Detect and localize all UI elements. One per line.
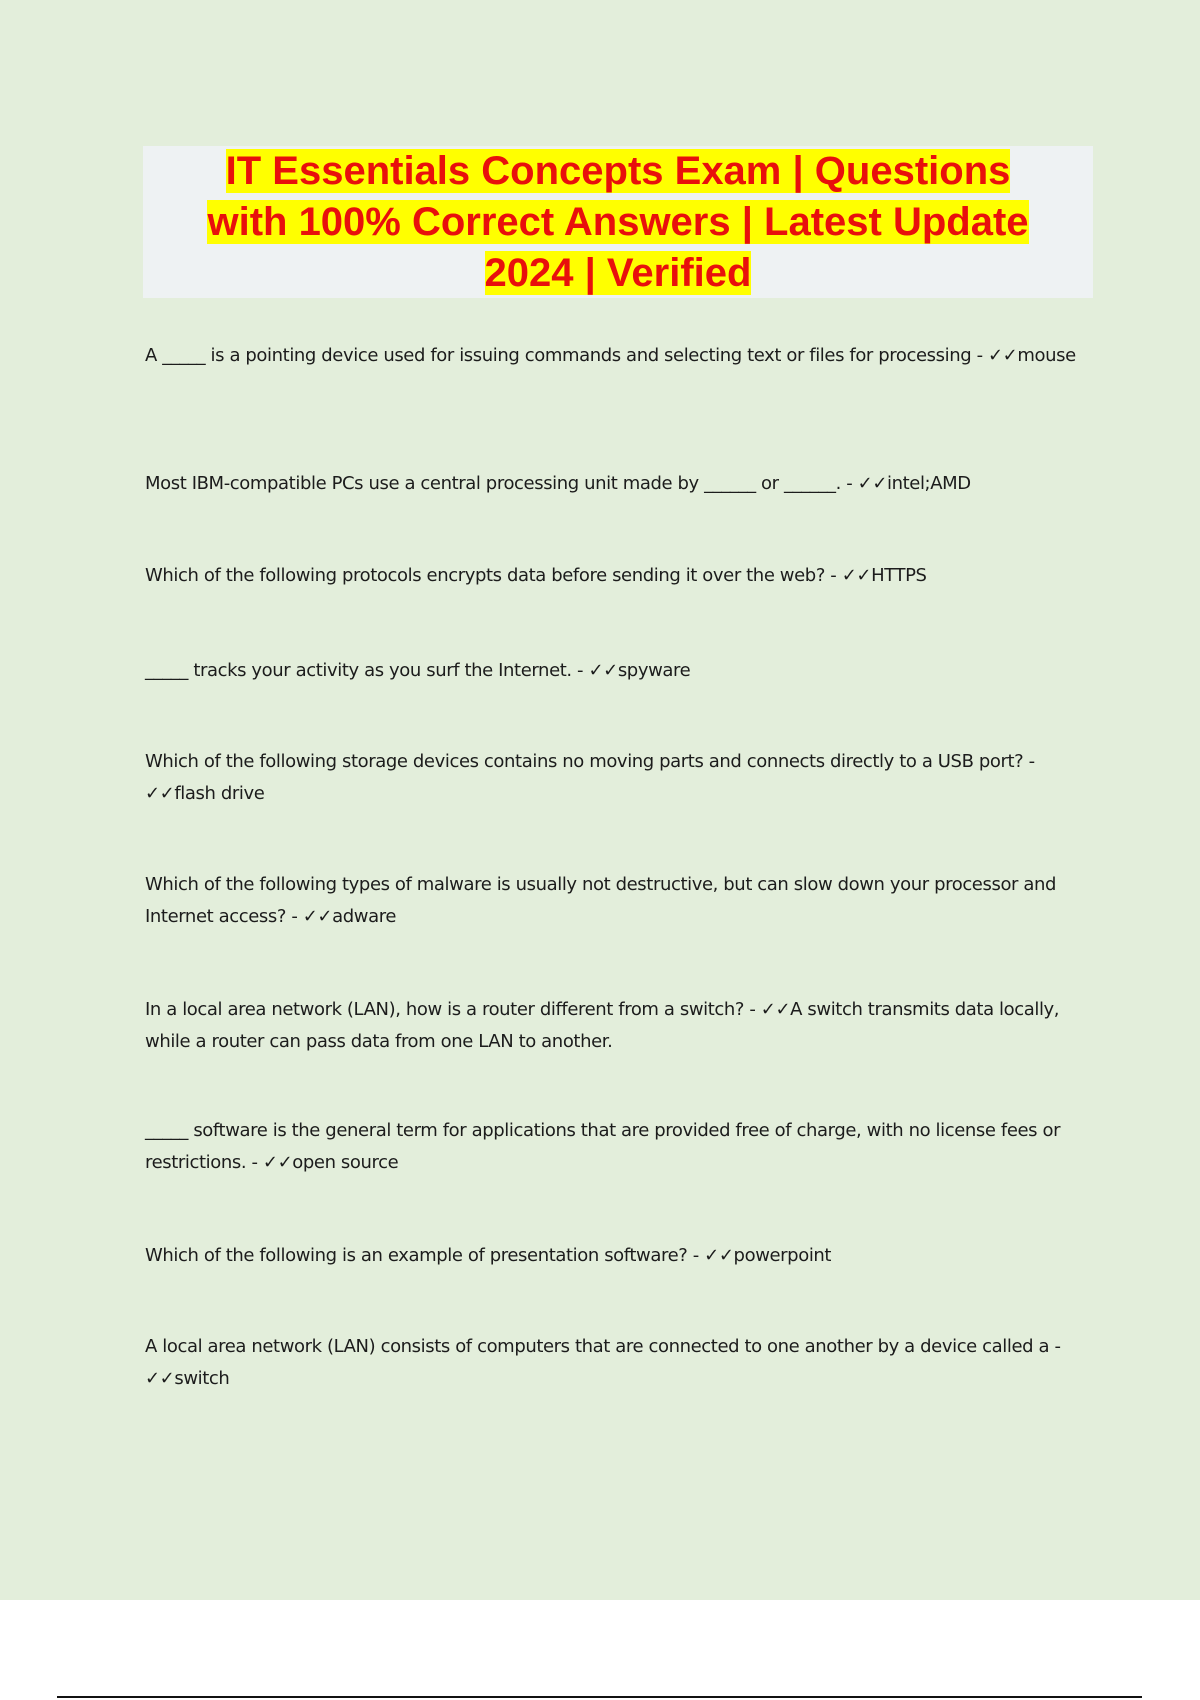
title-line-1: IT Essentials Concepts Exam | Questions [225,149,1011,193]
footer-divider [57,1696,1142,1698]
question-item: Most IBM-compatible PCs use a central processing unit made by ______ or ______. - ✓✓intel;AMD [145,473,971,494]
title-line-3: 2024 | Verified [484,251,752,295]
title-line-2: with 100% Correct Answers | Latest Update [207,200,1029,244]
question-item: A _____ is a pointing device used for issuing commands and selecting text or files for processing - ✓✓mouse [145,345,1076,366]
question-item: A local area network (LAN) consists of computers that are connected to one another by a device called a - ✓✓switch [145,1336,1061,1389]
question-item: Which of the following types of malware is usually not destructive, but can slow down your processor and Internet access? - ✓✓adware [145,874,1057,927]
question-item: In a local area network (LAN), how is a router different from a switch? - ✓✓A switch transmits data locally, while a router can pass data from one LAN to another. [145,999,1060,1052]
title-box [143,146,1093,298]
question-item: _____ software is the general term for applications that are provided free of charge, with no license fees or restrictions. - ✓✓open source [145,1120,1061,1173]
question-item: _____ tracks your activity as you surf the Internet. - ✓✓spyware [145,660,691,681]
question-item: Which of the following is an example of presentation software? - ✓✓powerpoint [145,1245,832,1266]
document-title [143,146,1093,299]
question-item: Which of the following storage devices contains no moving parts and connects directly to a USB port? - ✓✓flash drive [145,751,1035,804]
question-item: Which of the following protocols encrypts data before sending it over the web? - ✓✓HTTPS [145,565,927,586]
